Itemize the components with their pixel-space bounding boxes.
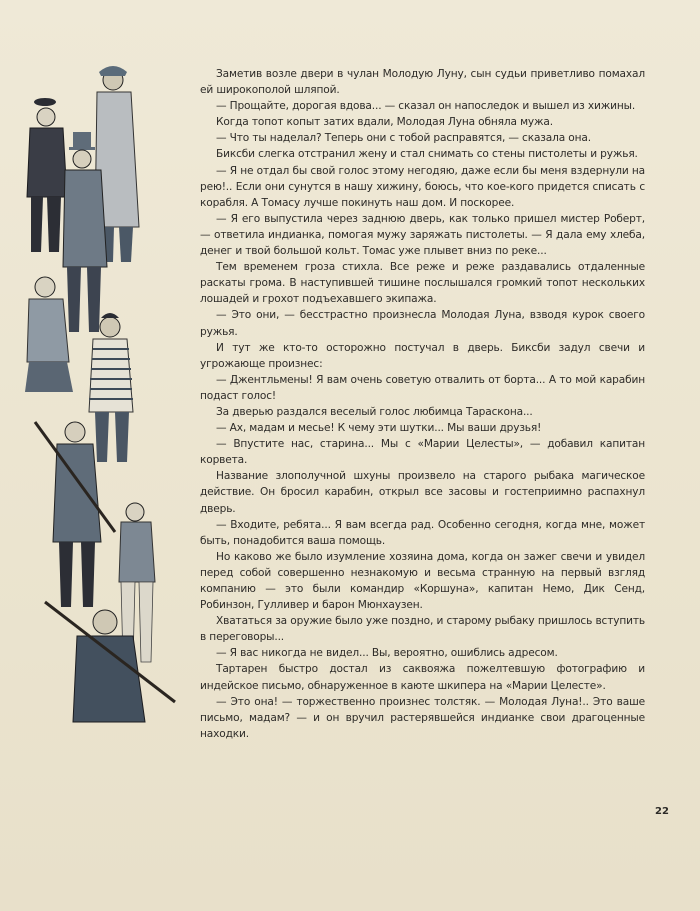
paragraph: — Это они, — бесстрастно произнесла Молодая Луна, взводя курок своего ружья. (200, 309, 645, 338)
paragraph: — Что ты наделал? Теперь они с тобой расправятся, — сказала она. (216, 132, 591, 145)
paragraph: За дверью раздался веселый голос любимца Тараскона... (216, 405, 533, 418)
paragraph: — Я вас никогда не видел... Вы, вероятно, ошиблись адресом. (216, 647, 558, 660)
paragraph: — Впустите нас, старина... Мы с «Марии Целесты», — добавил капитан корвета. (200, 438, 645, 467)
article-text (200, 66, 645, 742)
paragraph: — Джентльмены! Я вам очень советую отвалить от борта... А то мой карабин подаст голос! (200, 373, 645, 402)
figure-sailor (89, 313, 133, 462)
paragraph: Когда топот копыт затих вдали, Молодая Луна обняла мужа. (216, 116, 553, 129)
paragraph: Хвататься за оружие было уже поздно, и старому рыбаку пришлось вступить в переговоры... (200, 615, 645, 644)
paragraph: И тут же кто-то осторожно постучал в дверь. Биксби задул свечи и угрожающе произнес: (200, 341, 645, 370)
figure-seated (25, 277, 73, 392)
paragraph: Тартарен быстро достал из саквояжа пожелтевшую фотографию и индейское письмо, обнаруженное в каюте шкипера на «Марии Целесте». (200, 663, 645, 692)
paragraph: — Я его выпустила через заднюю дверь, как только пришел мистер Роберт, — ответила индианка, помогая мужу заряжать пистолеты. — Я дала ему хлеба, денег и твой большой кольт. Томас уже плывет вниз по реке... (200, 212, 645, 258)
figure-officer (27, 98, 67, 252)
paragraph: Биксби слегка отстранил жену и стал снимать со стены пистолеты и ружья. (216, 148, 638, 161)
paragraph: — Прощайте, дорогая вдова... — сказал он напоследок и вышел из хижины. (216, 100, 636, 113)
paragraph: — Это она! — торжественно произнес толстяк. — Молодая Луна!.. Это ваше письмо, мадам? — и он вручил растерявшейся индианке свои драгоценные находки. (200, 695, 645, 740)
paragraph: Заметив возле двери в чулан Молодую Луну, сын судьи приветливо помахал ей широкополой шляпой. (200, 68, 645, 97)
paragraph: — Входите, ребята... Я вам всегда рад. Особенно сегодня, когда мне, может быть, понадобится ваша помощь. (200, 518, 645, 547)
paragraph: — Ах, мадам и месье! К чему эти шутки... Мы ваши друзья! (216, 422, 542, 435)
paragraph: Название злополучной шхуны произвело на старого рыбака магическое действие. Он бросил карабин, открыл все засовы и гостеприимно распахнул дверь. (200, 470, 645, 515)
page-number: 22 (655, 806, 669, 817)
figure-bottom-man (45, 602, 175, 722)
paragraph: — Я не отдал бы свой голос этому негодяю, даже если бы меня вздернули на рею!.. Если они сунутся в нашу хижину, боюсь, что кое-кого придется списать с корабля. А Томасу лучше покинуть наш дом. И поскорее. (200, 164, 645, 209)
paragraph: Но каково же было изумление хозяина дома, когда он зажег свечи и увидел перед собой совершенно незнакомую и весьма странную на первый взгляд компанию — это были командир «Коршуна», капитан Немо, Дик Сенд, Робинзон, Гулливер и барон Мюнхаузен. (200, 550, 645, 612)
paragraph: Тем временем гроза стихла. Все реже и реже раздавались отдаленные раскаты грома. В наступившей тишине послышался громкий топот нескольких лошадей и грохот подъехавшего экипажа. (200, 261, 645, 306)
crowd-of-characters-illustration (15, 62, 185, 727)
